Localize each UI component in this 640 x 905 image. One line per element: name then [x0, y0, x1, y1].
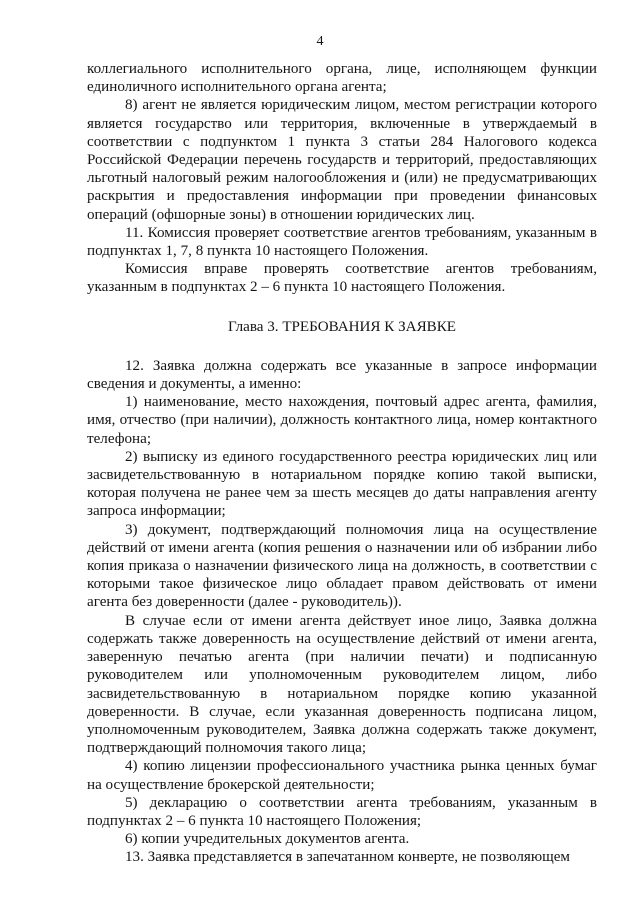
- paragraph-point-11-second: Комиссия вправе проверять соответствие агентов требованиям, указанным в подпунктах 2 – 6 пункта 10 настоящего Положения.: [87, 261, 597, 296]
- document-body: [87, 60, 597, 867]
- chapter-heading: Глава 3. ТРЕБОВАНИЯ К ЗАЯВКЕ: [228, 318, 456, 335]
- paragraph-item-12-1: 1) наименование, место нахождения, почтовый адрес агента, фамилия, имя, отчество (при наличии), должность контактного лица, номер контактного телефона;: [87, 394, 597, 447]
- top-section: [87, 60, 597, 297]
- paragraph-item-12-5: 5) декларацию о соответствии агента требованиям, указанным в подпунктах 2 – 6 пункта 10 настоящего Положения;: [87, 794, 597, 829]
- paragraph-item-12-2: 2) выписку из единого государственного реестра юридических лиц или засвидетельствованную в нотариальном порядке копию такой выписки, которая получена не ранее чем за шесть месяцев до даты направления агенту запроса информации;: [87, 448, 597, 520]
- page-number: 4: [316, 34, 324, 49]
- paragraph-item-12-6: 6) копии учредительных документов агента.: [125, 831, 410, 848]
- paragraph-item-12-3: 3) документ, подтверждающий полномочия лица на осуществление действий от имени агента (копия решения о назначении или об избрании либо копия приказа о назначении физического лица на должность, в соответствии с которыми такое физическое лицо обладает правом действовать от имени агента без доверенности (далее - руководитель)).: [87, 521, 597, 611]
- paragraph-item-12-4: 4) копию лицензии профессионального участника рынка ценных бумаг на осуществление брокерской деятельности;: [87, 758, 597, 793]
- paragraph-item-8: 8) агент не является юридическим лицом, местом регистрации которого является государство или территория, включенные в утверждаемый в соответствии с подпунктом 1 пункта 3 статьи 284 Налогового кодекса Российской Федерации перечень государств и территорий, предоставляющих льготный налоговый режим налогообложения и (или) не предусматривающих раскрытия и предоставления информации при проведении финансовых операций (офшорные зоны) в отношении юридических лиц.: [87, 97, 597, 223]
- paragraph-item-12-3-power-of-attorney: В случае если от имени агента действует иное лицо, Заявка должна содержать также доверенность на осуществление действий от имени агента, заверенную печатью агента (при наличии печати) и подписанную руководителем или уполномоченным руководителем лицом, либо засвидетельствованную в нотариальном порядке копию указанной доверенности. В случае, если указанная доверенность подписана лицом, уполномоченным руководителем, Заявка должна содержать также документ, подтверждающий полномочия такого лица;: [87, 612, 597, 757]
- paragraph-continuation: коллегиального исполнительного органа, лице, исполняющем функции единоличного исполнительного органа агента;: [87, 61, 597, 96]
- paragraph-point-12: 12. Заявка должна содержать все указанные в запросе информации сведения и документы, а именно:: [87, 357, 597, 393]
- paragraph-point-13: 13. Заявка представляется в запечатанном конверте, не позволяющем: [125, 849, 570, 866]
- paragraph-point-11: 11. Комиссия проверяет соответствие агентов требованиям, указанным в подпунктах 1, 7, 8 пункта 10 настоящего Положения.: [87, 224, 597, 260]
- requirements-section: [87, 357, 597, 867]
